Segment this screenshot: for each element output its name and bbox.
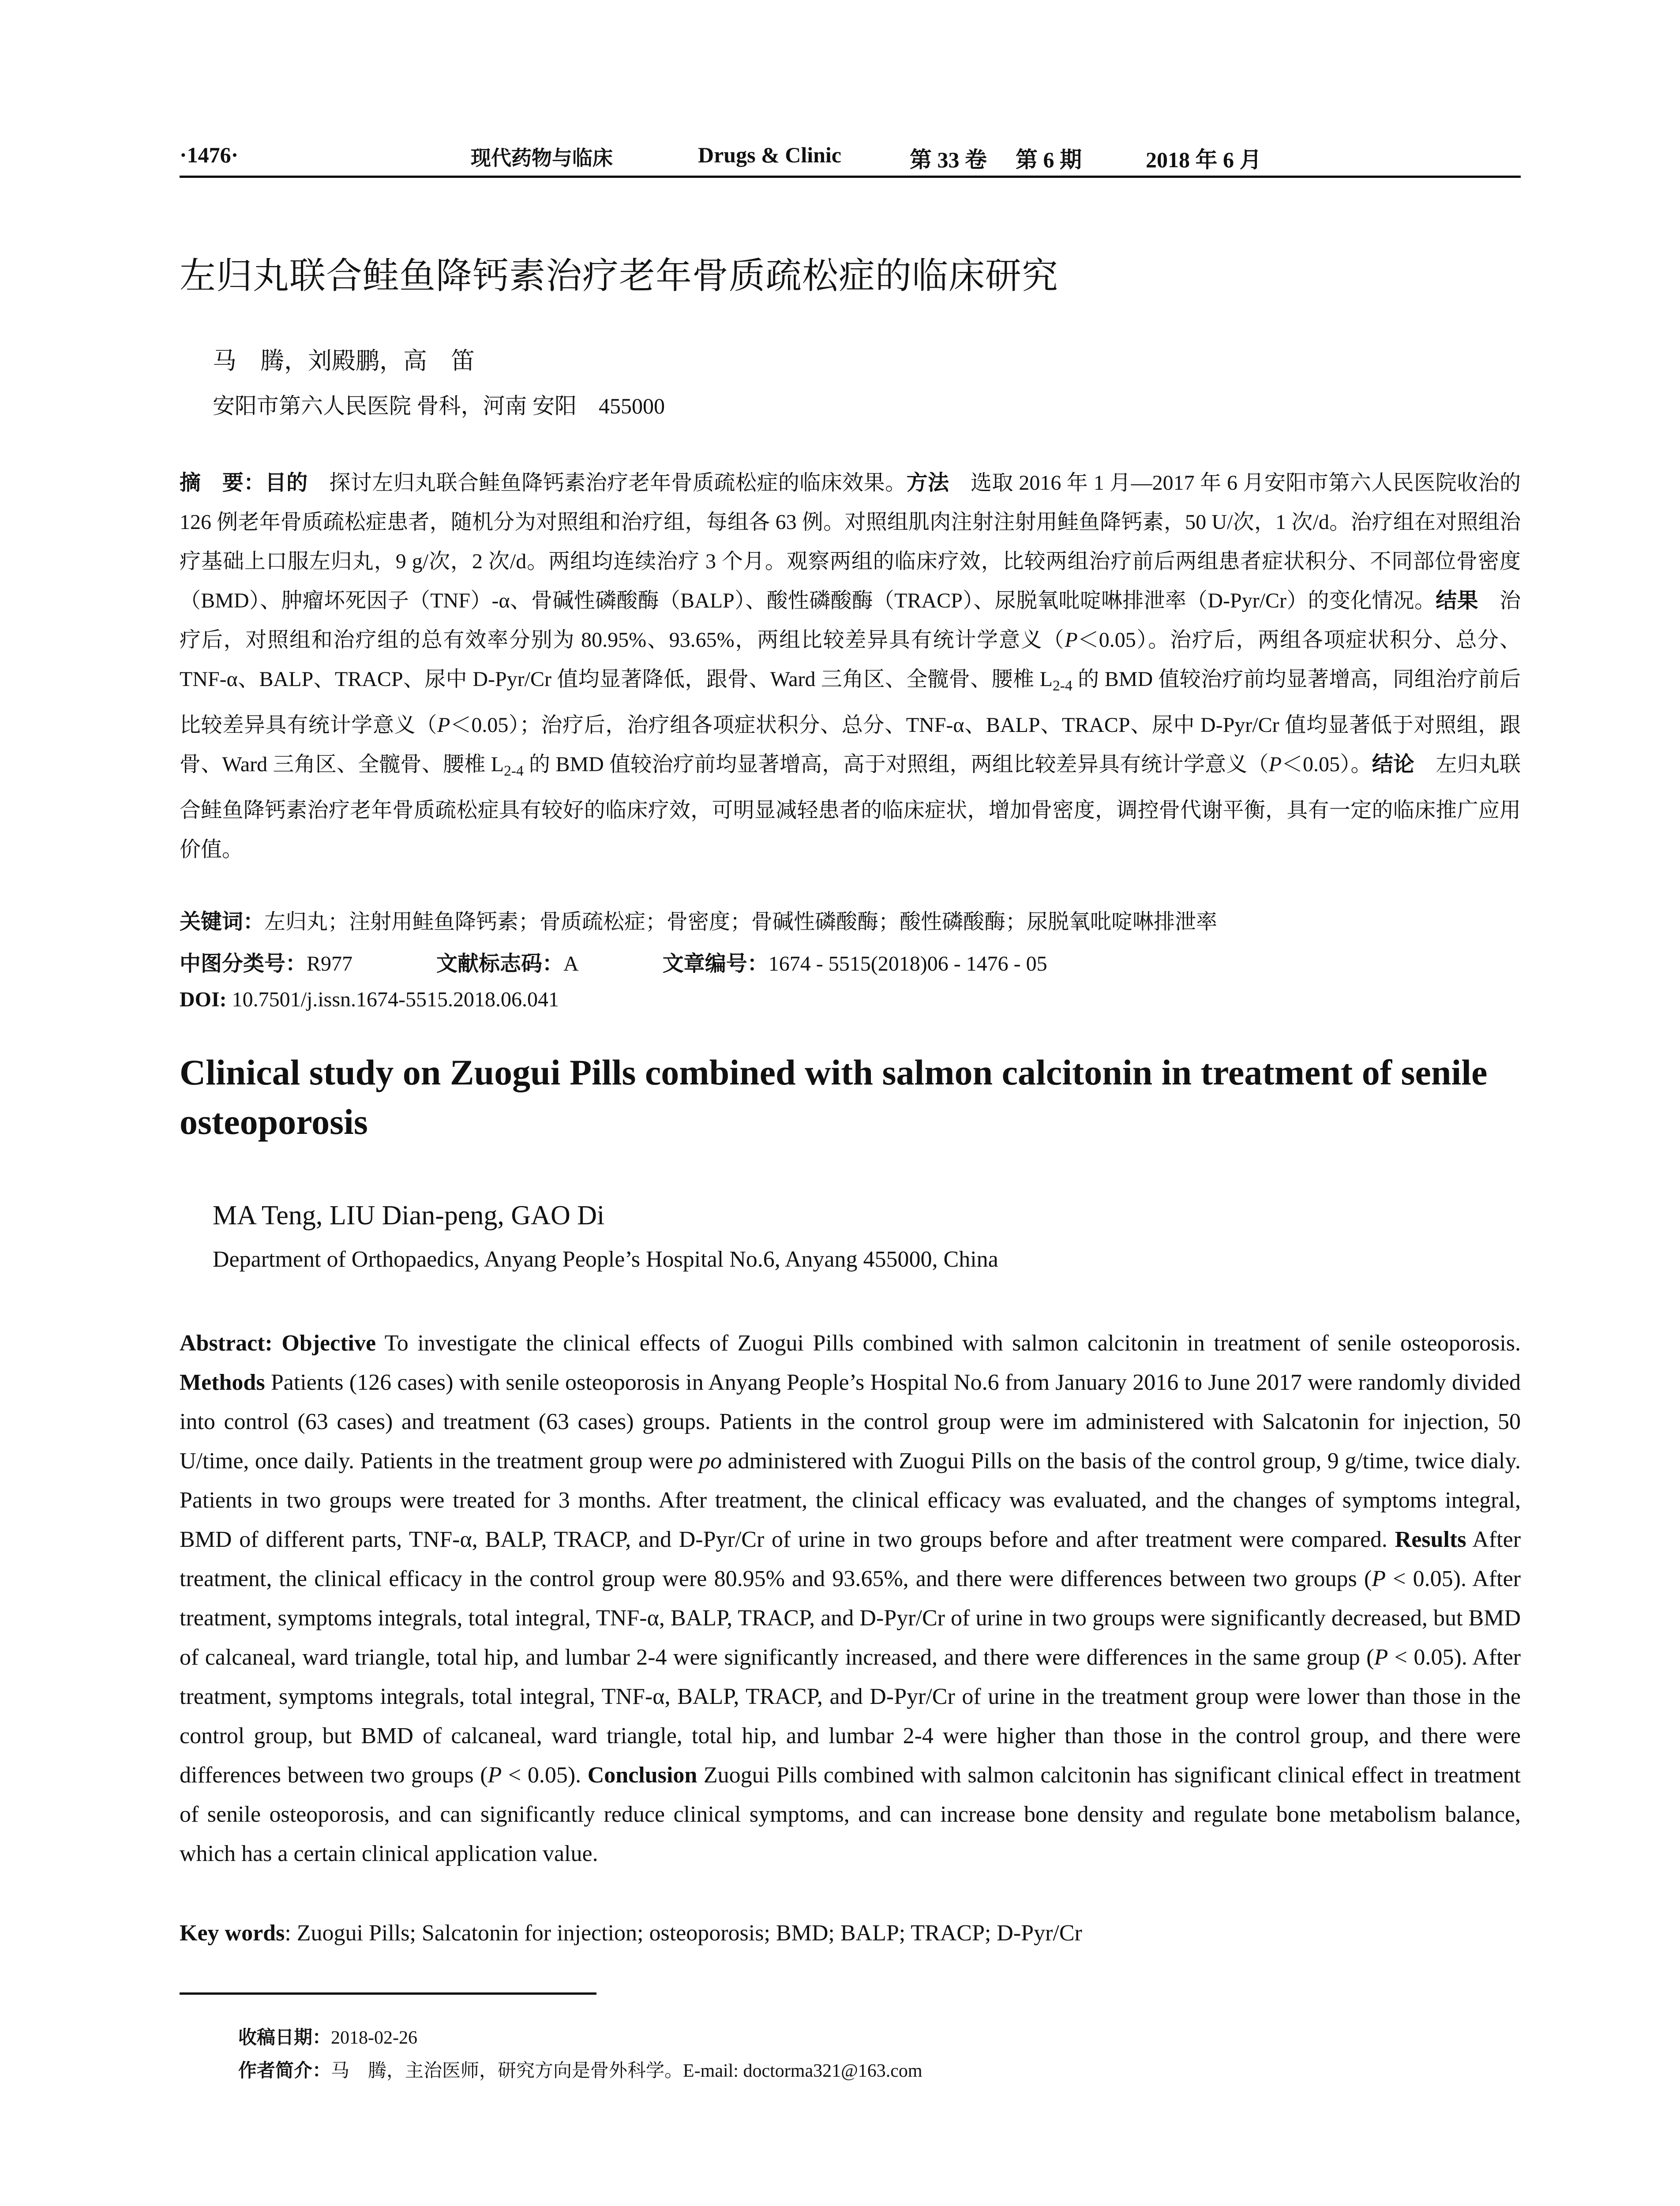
p-symbol: P [1065, 628, 1078, 652]
results-text-en-2: < 0.05). After treatment, symptoms integrals, total integral, TNF-α, BALP, TRACP, and D-Pyr/Cr of urine in two groups were significantly decreased, but BMD of calcaneal, ward triangle, total hip, and lumbar 2-4 were significantly increased, and there were differences in the same group ( [180, 1566, 1521, 1670]
methods-label-cn: 方法 [906, 470, 949, 495]
methods-text-cn: 选取 2016 年 1 月—2017 年 6 月安阳市第六人民医院收治的 126 例老年骨质疏松症患者，随机分为对照组和治疗组，每组各 63 例。对照组肌肉注射注射用鲑鱼降钙素，50 U/次，1 次/d。治疗组在对照组治疗基础上口服左归丸，9 g/次，2 次/d。两组均连续治疗 3 个月。观察两组的临床疗效，比较两组治疗前后两组患者症状积分、不同部位骨密度（BMD）、肿瘤坏死因子（TNF）-α、骨碱性磷酸酶（BALP）、酸性磷酸酶（TRACP）、尿脱氧吡啶啉排泄率（D-Pyr/Cr）的变化情况。 [180, 471, 1521, 612]
volume: 第 33 卷 [910, 147, 987, 172]
author-bio-label: 作者简介： [238, 2060, 331, 2081]
journal-name-en: Drugs & Clinic [698, 143, 841, 167]
results-label-en: Results [1395, 1527, 1466, 1552]
methods-text-en-2: administered with Zuogui Pills on the basis of the control group, 9 g/time, twice dialy. Patients in two groups were treated for 3 months. After treatment, the clinical efficacy was evaluated, and the changes of symptoms integral, BMD of different parts, TNF-α, BALP, TRACP, and D-Pyr/Cr of urine in two groups before and after treatment were compared. [180, 1448, 1521, 1552]
results-label-cn: 结果 [1436, 588, 1478, 613]
results-text-cn-4: ＜0.05）；治疗后，治疗组各项症状积分、总分、TNF-α、BALP、TRACP、尿中 D-Pyr/Cr 值均显著低于对照组，跟骨、Ward 三角区、全髋骨、腰椎 L [180, 713, 1521, 777]
objective-text-en: To investigate the clinical effects of Zuogui Pills combined with salmon calcitonin in treatment of senile osteoporosis. [376, 1331, 1521, 1356]
issue: 第 6 期 [1016, 147, 1082, 172]
p-symbol: P [488, 1763, 502, 1788]
conclusion-label-en: Conclusion [587, 1763, 698, 1788]
author-bio [238, 2056, 922, 2082]
author-bio-value: 马 腾，主治医师，研究方向是骨外科学。E-mail: doctorma321@163.com [331, 2061, 922, 2081]
conclusion-text-en: Zuogui Pills combined with salmon calcitonin has significant clinical effect in treatment of senile osteoporosis, and can significantly reduce clinical symptoms, and can increase bone density and regulate bone metabolism balance, which has a certain clinical application value. [180, 1763, 1521, 1866]
results-text-cn-6: ＜0.05）。 [1282, 753, 1372, 777]
abstract-en [180, 1324, 1521, 1873]
clc-label: 中图分类号： [180, 951, 307, 976]
doi-value[interactable]: 10.7501/j.issn.1674-5515.2018.06.041 [226, 988, 559, 1011]
results-text-cn-3: 的 BMD 值较治疗前均显著增高，同组治疗前后比较差异具有统计学意义（ [180, 668, 1521, 737]
results-text-en-1: After treatment, the clinical efficacy in the control group were 80.95% and 93.65%, and there were differences between two groups ( [180, 1527, 1521, 1591]
classification-line [180, 946, 1521, 977]
keywords-label-cn: 关键词： [180, 909, 265, 934]
abstract-label-cn: 摘 要： [180, 470, 265, 495]
clc-value: R977 [307, 952, 353, 975]
doi-label: DOI: [180, 988, 227, 1011]
running-header [180, 140, 1521, 178]
p-symbol: P [1374, 1645, 1388, 1670]
keywords-text-cn: 左归丸；注射用鲑鱼降钙素；骨质疏松症；骨密度；骨碱性磷酸酶；酸性磷酸酶；尿脱氧吡啶啉排泄率 [264, 910, 1218, 934]
doi-line [180, 987, 1521, 1012]
received-label: 收稿日期： [238, 2026, 331, 2048]
doc-code-value: A [563, 952, 579, 975]
results-text-cn-1: 治疗后，对照组和治疗组的总有效率分别为 80.95%、93.65%，两组比较差异具有统计学意义（ [180, 589, 1521, 652]
article-title-cn: 左归丸联合鲑鱼降钙素治疗老年骨质疏松症的临床研究 [180, 255, 1059, 297]
page-number: ·1476· [180, 143, 239, 167]
doc-code-label: 文献标志码： [436, 951, 564, 976]
lumbar-subscript: 2-4 [504, 763, 524, 780]
abstract-cn [180, 463, 1521, 869]
article-id-value: 1674 - 5515(2018)06 - 1476 - 05 [768, 952, 1047, 975]
keywords-en [180, 1920, 1521, 1946]
abstract-label-en: Abstract: [180, 1331, 273, 1356]
keywords-label-en: Key words [180, 1921, 285, 1946]
authors-cn: 马 腾，刘殿鹏，高 笛 [213, 347, 475, 375]
lumbar-subscript: 2-4 [1052, 678, 1072, 694]
received-date [238, 2023, 417, 2049]
results-text-cn-5: 的 BMD 值较治疗前均显著增高，高于对照组，两组比较差异具有统计学意义（ [523, 753, 1269, 777]
p-symbol: P [1372, 1566, 1386, 1591]
conclusion-label-cn: 结论 [1372, 752, 1415, 777]
objective-text-cn: 探讨左归丸联合鲑鱼降钙素治疗老年骨质疏松症的临床效果。 [308, 471, 907, 495]
p-symbol: P [437, 713, 450, 737]
keywords-cn [180, 904, 1521, 935]
results-text-cn-2: ＜0.05）。治疗后，两组各项症状积分、总分、TNF-α、BALP、TRACP、尿中 D-Pyr/Cr 值均显著降低，跟骨、Ward 三角区、全髋骨、腰椎 L [180, 628, 1521, 691]
results-text-en-3: < 0.05). After treatment, symptoms integrals, total integral, TNF-α, BALP, TRACP, and D-Pyr/Cr of urine in the treatment group were lower than those in the control group, but BMD of calcaneal, ward triangle, total hip, and lumbar 2-4 were higher than those in the control group, and there were differences between two groups ( [180, 1645, 1521, 1788]
journal-name-cn: 现代药物与临床 [471, 146, 613, 170]
methods-text-en-1: Patients (126 cases) with senile osteoporosis in Anyang People’s Hospital No.6 from January 2016 to June 2017 were randomly divided into control (63 cases) and treatment (63 cases) groups. Patients in the control group were im administered with Salcatonin for injection, 50 U/time, once daily. Patients in the treatment group were [180, 1370, 1521, 1474]
received-value: 2018-02-26 [331, 2028, 417, 2048]
affiliation-en: Department of Orthopaedics, Anyang People’s Hospital No.6, Anyang 455000, China [213, 1247, 998, 1272]
methods-label-en: Methods [180, 1370, 265, 1395]
authors-en: MA Teng, LIU Dian-peng, GAO Di [213, 1201, 605, 1231]
affiliation-cn: 安阳市第六人民医院 骨科，河南 安阳 455000 [213, 394, 665, 418]
article-id-label: 文章编号： [662, 951, 769, 976]
p-symbol: P [1268, 753, 1282, 777]
objective-label-cn: 目的 [265, 470, 308, 495]
objective-label-en: Objective [281, 1331, 376, 1356]
footnote-rule [180, 1992, 596, 1995]
po-abbrev: po [699, 1448, 722, 1474]
conclusion-text-cn: 左归丸联合鲑鱼降钙素治疗老年骨质疏松症具有较好的临床疗效，可明显减轻患者的临床症状，增加骨密度，调控骨代谢平衡，具有一定的临床推广应用价值。 [180, 753, 1521, 862]
issue-date: 2018 年 6 月 [1146, 147, 1262, 172]
keywords-text-en: : Zuogui Pills; Salcatonin for injection; osteoporosis; BMD; BALP; TRACP; D-Pyr/Cr [285, 1921, 1082, 1946]
results-text-en-4: < 0.05). [502, 1763, 588, 1788]
article-title-en: Clinical study on Zuogui Pills combined with salmon calcitonin in treatment of senile osteoporosis [180, 1052, 1488, 1142]
